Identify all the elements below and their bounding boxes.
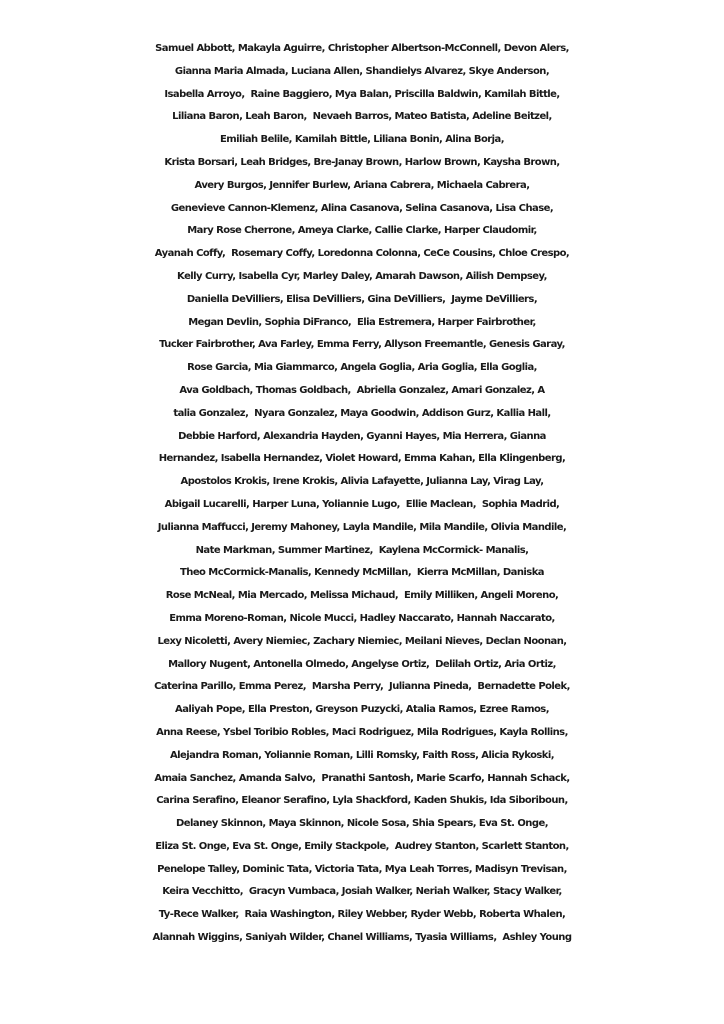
names-line: Isabella Arroyo, Raine Baggiero, Mya Balan, Priscilla Baldwin, Kamilah Bittle, xyxy=(164,88,560,100)
names-line: Julianna Maffucci, Jeremy Mahoney, Layla Mandile, Mila Mandile, Olivia Mandile, xyxy=(157,521,567,533)
names-line: Emiliah Belile, Kamilah Bittle, Liliana Bonin, Alina Borja, xyxy=(220,134,504,146)
names-line: Emma Moreno-Roman, Nicole Mucci, Hadley Naccarato, Hannah Naccarato, xyxy=(169,612,555,624)
names-line: Theo McCormick-Manalis, Kennedy McMillan, Kierra McMillan, Daniska xyxy=(179,567,544,579)
names-list xyxy=(0,38,724,950)
names-line: Alejandra Roman, Yoliannie Roman, Lilli Romsky, Faith Ross, Alicia Rykoski, xyxy=(169,749,555,761)
names-line: talia Gonzalez, Nyara Gonzalez, Maya Goodwin, Addison Gurz, Kallia Hall, xyxy=(173,407,551,419)
names-line: Tucker Fairbrother, Ava Farley, Emma Ferry, Allyson Freemantle, Genesis Garay, xyxy=(159,339,565,351)
names-line: Aaliyah Pope, Ella Preston, Greyson Puzycki, Atalia Ramos, Ezree Ramos, xyxy=(175,704,549,716)
names-line: Mary Rose Cherrone, Ameya Clarke, Callie Clarke, Harper Claudomir, xyxy=(187,225,537,237)
names-line: Gianna Maria Almada, Luciana Allen, Shandielys Alvarez, Skye Anderson, xyxy=(174,65,550,77)
names-line: Kelly Curry, Isabella Cyr, Marley Daley, Amarah Dawson, Ailish Dempsey, xyxy=(177,270,547,282)
names-line: Ayanah Coffy, Rosemary Coffy, Loredonna Colonna, CeCe Cousins, Chloe Crespo, xyxy=(154,248,570,260)
names-line: Anna Reese, Ysbel Toribio Robles, Maci Rodriguez, Mila Rodrigues, Kayla Rollins, xyxy=(156,726,568,738)
names-line: Lexy Nicoletti, Avery Niemiec, Zachary Niemiec, Meilani Nieves, Declan Noonan, xyxy=(157,635,567,647)
names-line: Delaney Skinnon, Maya Skinnon, Nicole Sosa, Shia Spears, Eva St. Onge, xyxy=(176,818,548,830)
names-line: Mallory Nugent, Antonella Olmedo, Angelyse Ortiz, Delilah Ortiz, Aria Ortiz, xyxy=(168,658,556,670)
names-line: Alannah Wiggins, Saniyah Wilder, Chanel Williams, Tyasia Williams, Ashley Young xyxy=(152,932,572,944)
names-line: Daniella DeVilliers, Elisa DeVilliers, Gina DeVilliers, Jayme DeVilliers, xyxy=(186,293,538,305)
names-line: Genevieve Cannon-Klemenz, Alina Casanova, Selina Casanova, Lisa Chase, xyxy=(170,202,554,214)
names-line: Avery Burgos, Jennifer Burlew, Ariana Cabrera, Michaela Cabrera, xyxy=(194,179,530,191)
names-line: Abigail Lucarelli, Harper Luna, Yoliannie Lugo, Ellie Maclean, Sophia Madrid, xyxy=(164,498,560,510)
names-line: Keira Vecchitto, Gracyn Vumbaca, Josiah Walker, Neriah Walker, Stacy Walker, xyxy=(162,886,562,898)
names-line: Hernandez, Isabella Hernandez, Violet Howard, Emma Kahan, Ella Klingenberg, xyxy=(158,453,566,465)
names-line: Eliza St. Onge, Eva St. Onge, Emily Stackpole, Audrey Stanton, Scarlett Stanton, xyxy=(155,840,569,852)
names-line: Rose Garcia, Mia Giammarco, Angela Goglia, Aria Goglia, Ella Goglia, xyxy=(187,362,537,374)
names-line: Penelope Talley, Dominic Tata, Victoria Tata, Mya Leah Torres, Madisyn Trevisan, xyxy=(157,863,567,875)
names-line: Apostolos Krokis, Irene Krokis, Alivia Lafayette, Julianna Lay, Virag Lay, xyxy=(180,476,544,488)
names-line: Ty-Rece Walker, Raia Washington, Riley Webber, Ryder Webb, Roberta Whalen, xyxy=(158,909,566,921)
names-line: Amaia Sanchez, Amanda Salvo, Pranathi Santosh, Marie Scarfo, Hannah Schack, xyxy=(154,772,570,784)
names-line: Rose McNeal, Mia Mercado, Melissa Michaud, Emily Milliken, Angeli Moreno, xyxy=(165,590,559,602)
names-line: Carina Serafino, Eleanor Serafino, Lyla Shackford, Kaden Shukis, Ida Siboriboun, xyxy=(156,795,568,807)
names-line: Krista Borsari, Leah Bridges, Bre-Janay Brown, Harlow Brown, Kaysha Brown, xyxy=(164,156,560,168)
names-line: Ava Goldbach, Thomas Goldbach, Abriella Gonzalez, Amari Gonzalez, A xyxy=(179,384,545,396)
names-line: Megan Devlin, Sophia DiFranco, Elia Estremera, Harper Fairbrother, xyxy=(188,316,536,328)
names-line: Liliana Baron, Leah Baron, Nevaeh Barros, Mateo Batista, Adeline Beitzel, xyxy=(172,111,552,123)
names-line: Nate Markman, Summer Martinez, Kaylena McCormick- Manalis, xyxy=(195,544,529,556)
names-line: Debbie Harford, Alexandria Hayden, Gyanni Hayes, Mia Herrera, Gianna xyxy=(178,430,546,442)
names-line: Samuel Abbott, Makayla Aguirre, Christopher Albertson-McConnell, Devon Alers, xyxy=(155,43,569,54)
names-line: Caterina Parillo, Emma Perez, Marsha Perry, Julianna Pineda, Bernadette Polek, xyxy=(154,681,570,693)
